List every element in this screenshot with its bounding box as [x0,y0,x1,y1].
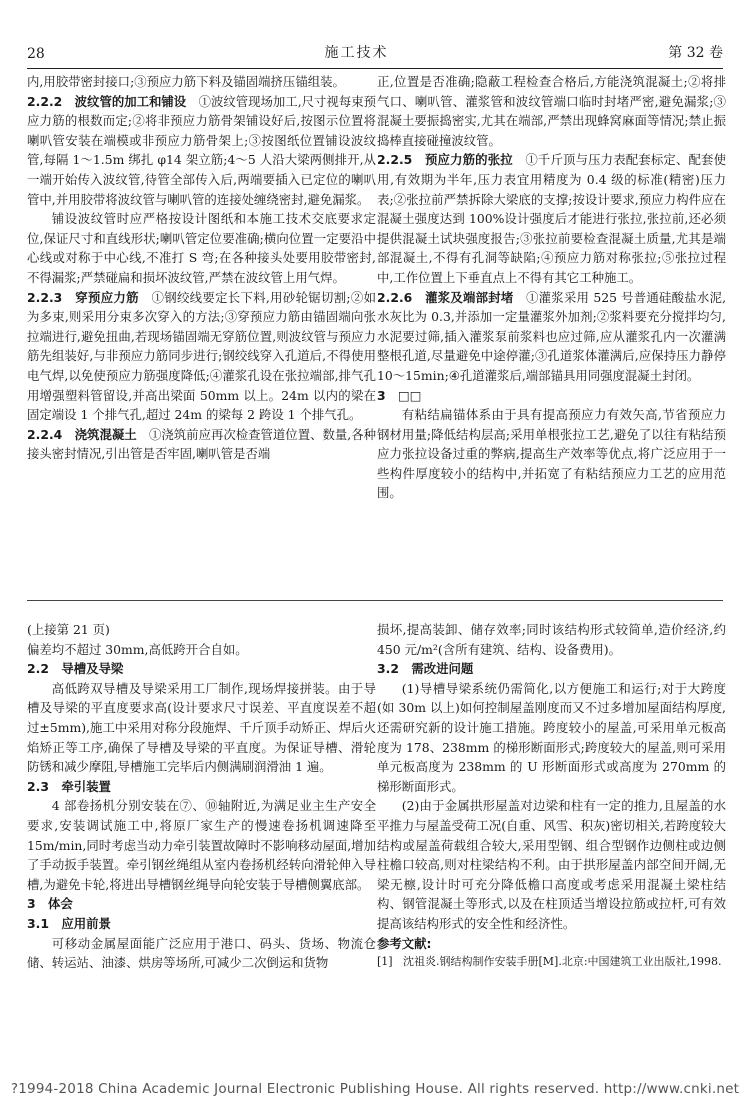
paragraph-text: 可移动金属屋面能广泛应用于港口、码头、货场、物流仓储、转运站、油漆、烘房等场所,可减少二次倒运和货物 [27,935,376,971]
continued-column-left [27,620,376,973]
paragraph [377,150,726,287]
section-heading: 3 □□ [377,387,422,403]
journal-name: 施工技术 [324,45,389,61]
paragraph [27,777,376,797]
reference-text: 沈祖炎.钢结构制作安装手册[M].北京:中国建筑工业出版社,1998. [403,955,722,969]
paragraph-text: 损坏,提高装卸、储存效率;同时该结构形式较简单,造价经济,约 450 元/m²(含所有建筑、结构、设备费用)。 [377,622,726,657]
paragraph [27,640,376,660]
article-column-right [377,72,726,503]
paragraph [377,72,726,150]
paragraph-text: (上接第 21 页) [27,622,110,637]
paragraph-text: (1)导槽导梁系统仍需简化,以方便施工和运行;对于大跨度(如 30m 以上)如何控制屋盖刚度而又不过多增加屋面结构厚度,还需研究新的设计施工措施。跨度较小的屋盖,可采用单元板高度为 178、238mm 的梯形断面形式;跨度较大的屋盖,则可采用单元板高度为 238mm 的 U 形断面形式或高度为 270mm 的梯形断面形式。 [377,680,726,794]
paragraph [377,386,726,406]
paragraph-text: 高低跨双导槽及导梁采用工厂制作,现场焊接拼装。由于导槽及导梁的平直度要求高(设计要求尺寸误差、平直度误差不超过±5mm),施工中采用对称分段施焊、千斤顶手动矫正、焊后火焰矫正等工序,确保了导槽及导梁的平直度。为保证导槽、滑轮防锈和减少摩阻,导槽施工完毕后内侧满刷润滑油 1 遍。 [27,680,376,775]
paragraph [377,405,726,503]
article-column-left [27,72,376,464]
reference-number: [1] [377,955,393,969]
paragraph-text: ①钢绞线要定长下料,用砂轮锯切割;②如为多束,则采用分束多次穿入的方法;③穿预应力筋由锚固端向张拉端进行,避免扭曲,若现场锚固端无穿筋位置,则波纹管与预应力筋先组装好,与非预应力筋同步进行;钢绞线穿入孔道后,不得使用电气焊,以免使预应力筋强度降低;④灌浆孔设在张拉端部,排气孔用增强塑料管留设,并高出梁面 50mm 以上。24m 以内的梁在固定端设 1 个排气孔,超过 24m 的梁每 2 跨设 1 个排气孔。 [27,289,376,423]
paragraph [27,934,376,973]
paragraph [27,209,376,287]
paragraph-text: ①浇筑前应再次检查管道位置、数量,各种接头密封情况,引出管是否牢固,喇叭管是否端 [27,426,376,462]
copyright-footer: ?1994-2018 China Academic Journal Electronic Publishing House. All rights reserved. http://www.cnki.net [10,1081,740,1097]
page-header [27,36,723,69]
paragraph [377,796,726,933]
paragraph [27,620,376,640]
paragraph [377,288,726,386]
section-heading: 2.2.6 灌浆及端部封堵 [377,289,514,305]
section-heading: 3.1 应用前景 [27,915,111,931]
paragraph [27,92,376,210]
paragraph-text: ①灌浆采用 525 号普通硅酸盐水泥,水灰比为 0.3,并添加一定量灌浆外加剂;②浆料要充分搅拌均匀,水泥要过筛,插入灌浆泵前浆料也应过筛,应从灌浆孔内一次灌满整根孔道,尽量避免中途停灌;③孔道浆体灌满后,应保持压力静停 10～15min;④孔道灌浆后,端部锚具用同强度混凝土封闭。 [377,289,727,383]
paragraph [377,679,726,797]
paragraph [377,620,726,659]
section-heading: 2.3 牵引装置 [27,778,111,794]
paragraph-text: 内,用胶带密封接口;③预应力筋下料及锚固端挤压锚组装。 [27,74,345,89]
paragraph-text: 有粘结扁锚体系由于具有提高预应力有效矢高,节省预应力钢材用量;降低结构层高;采用单根张拉工艺,避免了以往有粘结预应力张拉设备过重的弊病,提高生产效率等优点,将广泛应用于一些构件厚度较小的结构中,并拓宽了有粘结预应力工艺的应用范围。 [377,407,726,501]
section-heading: 3 体会 [27,896,73,912]
section-heading: 2.2.3 穿预应力筋 [27,289,139,305]
paragraph [377,659,726,679]
references-heading: 参考文献: [377,935,432,951]
paragraph-text: 4 部卷扬机分别安装在⑦、⑩轴附近,为满足业主生产安全要求,安装调试施工中,将原厂家生产的慢速卷扬机调速降至 15m/min,同时考虑当动力牵引装置故障时不影响移动屋面,增加了手动扳手装置。牵引钢丝绳组从室内卷扬机经转向滑轮伸入导槽,为避免卡轮,将进出导槽钢丝绳导向轮安装于导槽侧翼底部。 [27,798,376,892]
section-heading: 2.2 导槽及导梁 [27,661,124,677]
paragraph-text: ①千斤顶与压力表配套标定、配套使用,有效期为半年,压力表宜用精度为 0.4 级的标准(精密)压力表;②张拉前严禁拆除大梁底的支撑;按设计要求,预应力构件应在混凝土强度达到 100%设计强度后才能进行张拉,张拉前,还必须提供混凝土试块强度报告;③张拉前要检查混凝土质量,尤其是端部混凝土,不得有孔洞等缺陷;④预应力筋对称张拉;⑤张拉过程中,工作位置上下垂直点上不得有其它工种施工。 [377,152,726,285]
section-heading: 2.2.2 波纹管的加工和铺设 [27,93,187,109]
volume-label: 第 32 卷 [668,45,723,61]
article-divider [27,600,723,601]
paragraph [27,288,376,425]
paragraph [27,72,376,92]
paragraph [27,659,376,679]
reference-item [377,953,726,970]
paragraph [27,796,376,894]
paragraph-text: 铺设波纹管时应严格按设计图纸和本施工技术交底要求定位,保证尺寸和直线形状;喇叭管定位要准确;横向位置一定要沿中心线或对称于中心线,不准打 S 弯;在各种接头处要用胶带密封,不得漏浆;严禁碰扁和损坏波纹管,严禁在波纹管上用气焊。 [27,211,376,285]
paragraph-text: (2)由于金属拱形屋盖对边梁和柱有一定的推力,且屋盖的水平推力与屋盖受荷工况(自重、风雪、积灰)密切相关,若跨度较大结构或屋盖荷载组合较大,采用型钢、组合型钢作边侧柱或边侧柱檐口较高,则对柱梁结构不利。由于拱形屋盖内部空间开阔,无梁无檩,设计时可充分降低檐口高度或考虑采用混凝土梁柱结构、钢管混凝土等形式,以及在柱顶适当增设拉筋或拉杆,可有效提高该结构形式的安全性和经济性。 [377,798,726,931]
paragraph [27,894,376,914]
section-heading: 2.2.5 预应力筋的张拉 [377,152,513,168]
paragraph [27,679,376,777]
paragraph [27,425,376,464]
paragraph-text: 正,位置是否准确;隐蔽工程检查合格后,方能浇筑混凝土;②将排气口、喇叭管、灌浆管和波纹管端口临时封堵严密,避免漏浆;③混凝土要振捣密实,尤其在端部,严禁出现蜂窝麻面等情况;禁止振捣棒直接碰撞波纹管。 [377,74,726,148]
paragraph-text: 偏差均不超过 30mm,高低跨开合自如。 [27,641,248,657]
continued-column-right [377,620,726,970]
page-number: 28 [27,46,45,62]
section-heading: 3.2 需改进问题 [377,661,474,677]
paragraph [27,914,376,934]
paragraph-text: ①波纹管现场加工,尺寸视每束预应力筋的根数而定;②将非预应力筋骨架铺设好后,按图示位置将喇叭管安装在端模或非预应力筋骨架上;③按图纸位置铺设波纹管,每隔 1～1.5m 绑扎 φ14 架立筋;4～5 人沿大梁两侧排开,从一端开始传入波纹管,待管全部传入后,两端要插入已定位的喇叭管中,并用胶带将波纹管与喇叭管的连接处缠绕密封,避免漏浆。 [27,93,376,207]
section-heading: 2.2.4 浇筑混凝土 [27,426,137,442]
